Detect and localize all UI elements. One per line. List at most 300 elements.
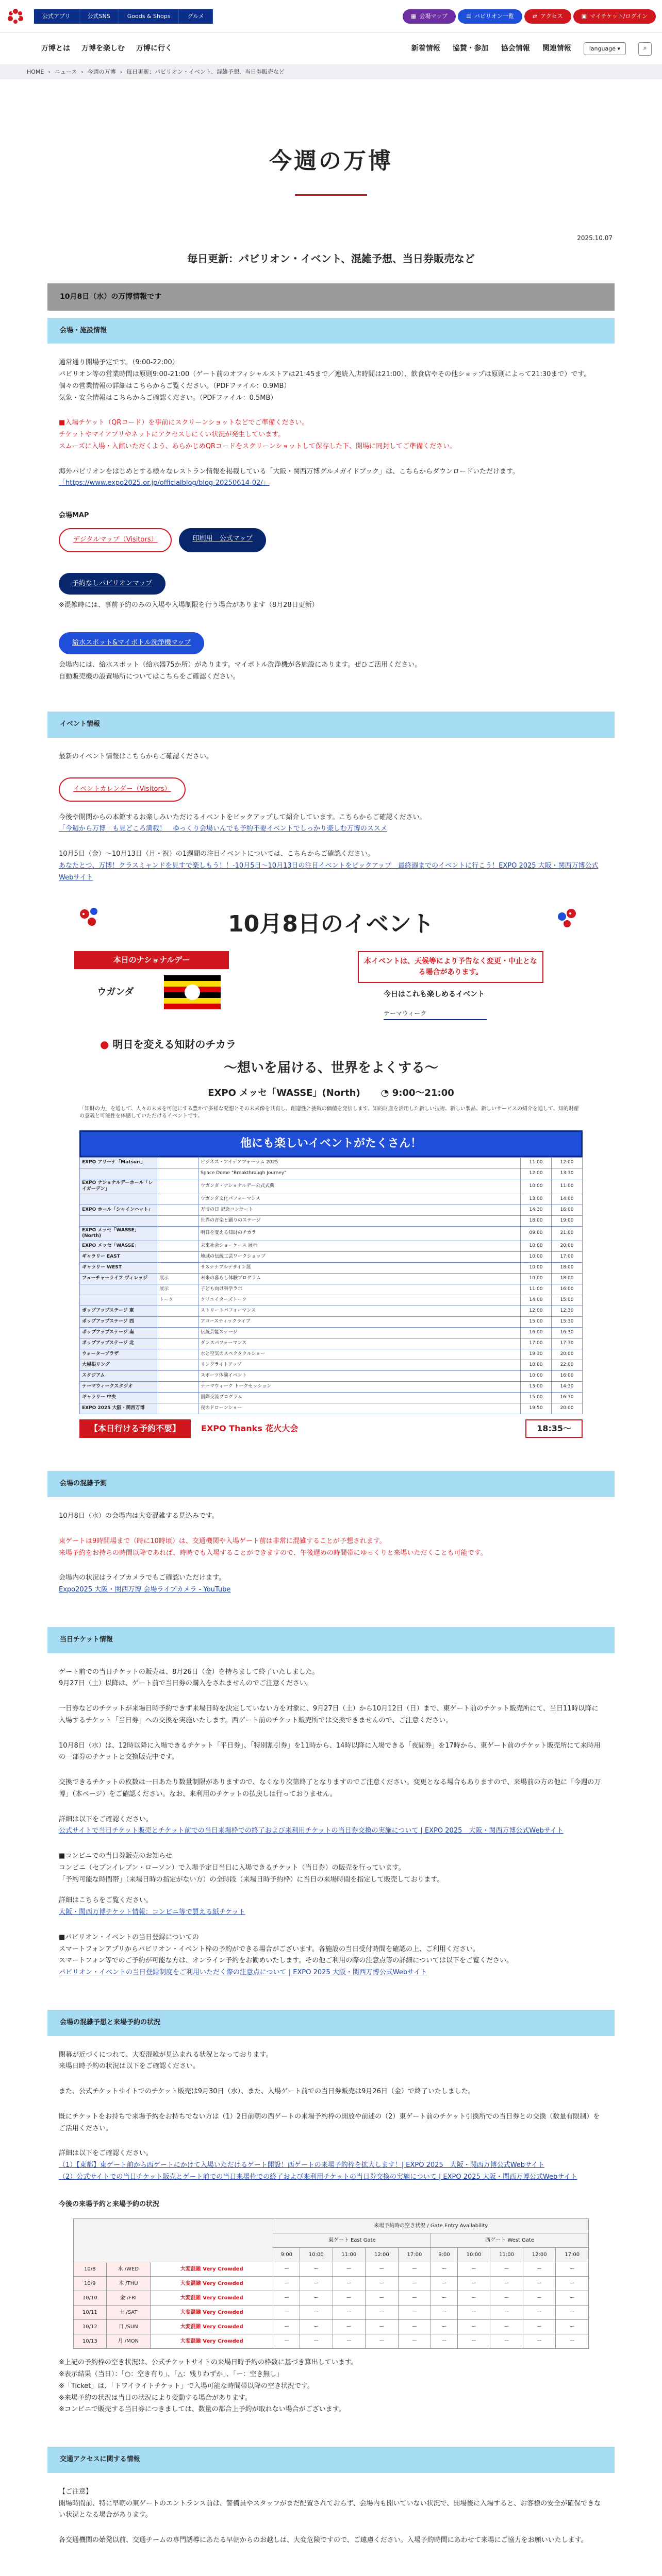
event-cell-place: ウォータープラザ [80, 1349, 157, 1360]
event-cell-place: 大屋根リング [80, 1360, 157, 1371]
event-cell-t1: 09:00 [521, 1226, 552, 1241]
bullet-icon: ● [100, 1038, 113, 1050]
event-cell-cat [157, 1338, 198, 1349]
availability-cell: ー [556, 2291, 589, 2306]
convenience-heading: ■コンビニでの当日券販売のお知らせ [59, 1852, 172, 1860]
caution-heading: 【ご注意】 [59, 2487, 93, 2496]
availability-cell: ー [398, 2262, 431, 2277]
event-cell-cat [157, 1205, 198, 1215]
event-calendar-wrap [59, 777, 603, 802]
event-cell-cat [157, 1226, 198, 1241]
event-cell-cat [157, 1393, 198, 1403]
event-cell-title: リングライトアップ [198, 1360, 521, 1371]
row-weekday: 土 /SAT [106, 2306, 151, 2320]
sub-navigation [0, 33, 662, 65]
event-cell-t1: 10:00 [521, 1371, 552, 1382]
row-weekday: 日 /SUN [106, 2320, 151, 2334]
breadcrumb-separator: › [81, 69, 84, 76]
event-cell-place [80, 1284, 157, 1295]
availability-row [74, 2277, 589, 2291]
crowd-forecast-bar: 会場の混雑予測 [47, 1471, 615, 1497]
subnav-news[interactable]: 新着情報 [411, 44, 440, 53]
pavilion-reg-link[interactable]: パビリオン・イベントの当日登録制度をご利用いただく際の注意点について | EXPO 2025 大阪・関西万博公式Webサイト [59, 1969, 427, 1976]
event-cell-t1: 13:00 [521, 1194, 552, 1205]
event-cell-t1: 11:00 [521, 1158, 552, 1168]
food-guide-text: 海外パビリオンをはじめとする様々なレストラン情報を掲載している「大阪・関西万博グルメガイドブック」は、こちらからダウンロードいただけます。 [59, 467, 519, 476]
entry-notes [47, 2357, 615, 2416]
event-cell-t2: 15:00 [552, 1295, 583, 1306]
poster-notice: 本イベントは、天候等により予告なく変更・中止となる場合があります。 [358, 951, 543, 983]
expo-logo-icon [5, 6, 26, 27]
event-cell-cat [157, 1241, 198, 1252]
map-icon: ▦ [411, 12, 417, 20]
event-cell-place: ポップアップステージ 西 [80, 1317, 157, 1328]
event-cell-title: ウガンダ・ナショナルデー公式式典 [198, 1179, 521, 1194]
availability-row [74, 2291, 589, 2306]
access-label: アクセス [540, 12, 563, 20]
event-cell-place: ギャラリー EAST [80, 1252, 157, 1263]
pavilion-reg-text-2: スマートフォン等でのご予約が可能な方は、オンライン予約をお勧めいたします。その他ご利用の際の注意点等の詳細については以下をご覧ください。 [59, 1957, 514, 1965]
convenience-text-2: 「予約可能な時間帯」（来場日時の指定がない方）の全時段（来場日時予約枠）に当日の来場時間を指定して販売しております。 [59, 1875, 444, 1884]
availability-cell: ー [273, 2277, 300, 2291]
venue-hours: 通常通り開場予定です。（9:00-22:00） [59, 359, 179, 367]
entry-note-5: ※コンビニで販売する当日券につきましては、数量の都合上予約が取れない場合がございます。 [59, 2405, 345, 2414]
subnav-left [41, 42, 172, 55]
event-row [80, 1215, 583, 1226]
crowd-warning-1: 東ゲートは9時開場まで（時に10時頃）は、交通機関や入場ゲート前は非常に混雑することが予想されます。 [59, 1537, 386, 1545]
availability-cell: ー [523, 2320, 556, 2334]
main-content [47, 141, 615, 2547]
event-cell-t1: 14:00 [521, 1295, 552, 1306]
availability-cell: ー [366, 2291, 399, 2306]
venue-section [47, 357, 615, 683]
access-info-bar: 交通アクセスに関する情報 [47, 2447, 615, 2473]
event-cell-title: 夜のドローンショー [198, 1403, 521, 1414]
poster-footer-time: 18:35〜 [525, 1419, 583, 1438]
availability-cell: ー [300, 2291, 333, 2306]
row-status: 大変混雑 Very Crowded [151, 2306, 273, 2320]
venue-safety-pdf[interactable]: 気象・安全情報はこちらからご確認ください。（PDFファイル：0.5MB） [59, 394, 277, 402]
event-cell-t2: 14:30 [552, 1382, 583, 1393]
post-date: 2025.10.07 [577, 234, 613, 242]
other-events-title: 他にも楽しいイベントがたくさん！ [79, 1130, 583, 1158]
event-cell-title: 伝統芸能ステージ [198, 1328, 521, 1338]
event-cell-t2: 12:00 [552, 1158, 583, 1168]
event-cell-cat [157, 1252, 198, 1263]
nav-official-sns[interactable]: 公式SNS [79, 9, 119, 24]
event-row [80, 1226, 583, 1241]
availability-cell: ー [398, 2291, 431, 2306]
print-map-button[interactable]: 印刷用 公式マップ [179, 528, 266, 552]
availability-cell: ー [457, 2306, 490, 2320]
availability-cell: ー [490, 2334, 523, 2349]
language-label: language [589, 45, 616, 52]
subnav-about-expo[interactable]: 万博とは [41, 44, 70, 53]
time-slot-header: 9:00 [273, 2248, 300, 2262]
entry-table-title: 今後の来場予約と来場予約の状況 [59, 2200, 160, 2208]
event-row [80, 1284, 583, 1295]
poster-footer-brand: EXPO Thanks 花火大会 [201, 1423, 299, 1433]
entry-text-1: 閉幕が近づくにつれて、大変混雑が見込まれる状況となっております。 [59, 2050, 273, 2059]
availability-cell: ー [556, 2320, 589, 2334]
event-cell-t1: 12:00 [521, 1168, 552, 1179]
event-row [80, 1179, 583, 1194]
event-cell-t1: 18:00 [521, 1360, 552, 1371]
event-row [80, 1393, 583, 1403]
row-weekday: 月 /MON [106, 2334, 151, 2349]
availability-cell: ー [366, 2334, 399, 2349]
availability-cell: ー [431, 2291, 458, 2306]
event-row [80, 1158, 583, 1168]
theme-subtitle: ～想いを届ける、世界をよくする～ [223, 1060, 438, 1076]
poster-title: 10月8日のイベント [228, 911, 434, 938]
event-cell-title: アコースティックライブ [198, 1317, 521, 1328]
expo-logo[interactable] [0, 0, 31, 33]
availability-cell: ー [523, 2306, 556, 2320]
event-cell-t2: 20:00 [552, 1241, 583, 1252]
time-slot-header: 17:00 [398, 2248, 431, 2262]
entry-note-2: ※表示結果（当日）：「○：空き有り」、「△：残りわずか」、「ー：空き無し」 [59, 2370, 284, 2378]
theme-week-label: テーマウィーク [384, 1008, 487, 1020]
event-cell-title: テーマウィーク トークセッション [198, 1382, 521, 1393]
event-cell-title: Space Dome "Breakthrough Journey" [198, 1168, 521, 1179]
row-date: 10/9 [74, 2277, 107, 2291]
event-latest-text: 最新のイベント情報はこちらからご確認ください。 [59, 753, 213, 760]
event-cell-t1: 14:30 [521, 1205, 552, 1215]
event-row [80, 1274, 583, 1284]
entry-note-3: ※「Ticket」は、「トワイライトチケット」で入場可能な時間帯以降の空き状況です。 [59, 2382, 314, 2390]
event-cell-t2: 18:00 [552, 1274, 583, 1284]
event-cell-t2: 20:00 [552, 1349, 583, 1360]
event-cell-t2: 21:00 [552, 1226, 583, 1241]
breadcrumb-news[interactable]: ニュース [54, 69, 77, 76]
availability-row [74, 2262, 589, 2277]
availability-cell: ー [457, 2277, 490, 2291]
event-cell-place: EXPO メッセ「WASSE」(North) [80, 1226, 157, 1241]
event-cell-t1: 15:00 [521, 1317, 552, 1328]
event-row [80, 1317, 583, 1328]
availability-cell: ー [556, 2277, 589, 2291]
list-icon: ☰ [466, 12, 471, 20]
row-status: 大変混雑 Very Crowded [151, 2277, 273, 2291]
availability-cell: ー [300, 2306, 333, 2320]
event-pickup-link[interactable]: 「今週から万博」も見どころ満載！ ゆっくり会場いんでも予約不要イベントでしっかり楽しむ万博のススメ [59, 825, 387, 833]
event-cell-place: EXPO ホール「シャインハット」 [80, 1205, 157, 1215]
event-cell-cat [157, 1179, 198, 1194]
search-icon[interactable]: ⌕ [638, 42, 652, 56]
live-camera-link[interactable]: Expo2025 大阪・関西万博 会場ライブカメラ - YouTube [59, 1586, 231, 1594]
event-info-bar: イベント情報 [47, 711, 615, 738]
availability-cell: ー [300, 2320, 333, 2334]
theme-description: 「知財の力」を通して、人々の未来を可能にする豊かで多様な発想とその未来像を共有し、創造性と挑戦の価値を発信します。知的財産を活用した新しい技術、新しい製品、新しいサービスの紹介を通して、知的財産の意義と可能性を体感していただけるイベントです。 [79, 1106, 579, 1119]
poster-footer [79, 1419, 583, 1438]
availability-cell: ー [457, 2262, 490, 2277]
ticket-text-6: 詳細は以下をご確認ください。 [59, 1815, 153, 1823]
availability-cell: ー [556, 2306, 589, 2320]
event-cell-cat [157, 1382, 198, 1393]
event-cell-place: EXPO 2025 大阪・関西万博 [80, 1403, 157, 1414]
pavilion-reg-text-1: スマートフォンアプリからパビリオン・イベント枠の予約ができる場合がございます。各施設の当日受付時間を確認の上、ご利用ください。 [59, 1945, 480, 1953]
availability-cell: ー [431, 2262, 458, 2277]
event-cell-t1: 18:00 [521, 1215, 552, 1226]
event-cell-t2: 15:30 [552, 1317, 583, 1328]
availability-cell: ー [366, 2306, 399, 2320]
food-guide-link[interactable]: 「https://www.expo2025.or.jp/officialblog/blog-20250614-02/」 [59, 479, 270, 487]
event-cell-t1: 10:00 [521, 1179, 552, 1194]
event-cell-place: スタジアム [80, 1371, 157, 1382]
pavilion-reg-heading: ■パビリオン・イベントの当日登録についての [59, 1933, 199, 1941]
availability-cell: ー [431, 2334, 458, 2349]
event-cell-place: EXPO メッセ「WASSE」 [80, 1241, 157, 1252]
venue-map-button[interactable] [403, 9, 456, 24]
event-cell-t2: 22:00 [552, 1360, 583, 1371]
event-cell-cat [157, 1263, 198, 1274]
entry-note-4: ※来場予約の状況は当日の状況により変動する場合があります。 [59, 2394, 252, 2402]
event-section [47, 751, 615, 884]
nav-goods-shops[interactable]: Goods & Shops [119, 9, 179, 24]
subnav-related[interactable]: 関連情報 [542, 44, 571, 53]
poster-top-row [59, 951, 603, 1020]
event-row [80, 1241, 583, 1252]
event-week-text: 10月5日（金）～10月13日（月・祝）の1週間の注目イベントについては、こちらからご確認ください。 [59, 850, 374, 858]
ticket-text-5: 交換できるチケットの枚数は一日あたり数量制限がありますので、なくなり次第終了となりますのでご注意ください。変更となる場合もありますので、来場前の方の他に「今週の万博」（本ページ）をご確認ください。なお、来利用のチケットの払戻しは行っておりません。 [59, 1778, 601, 1798]
qr-notice-1: ■入場チケット（QRコード）を事前にスクリーンショットなどでご準備ください。 [59, 419, 309, 427]
availability-cell: ー [523, 2334, 556, 2349]
availability-cell: ー [273, 2291, 300, 2306]
event-cell-title: ダンスパフォーマンス [198, 1338, 521, 1349]
my-ticket-label: マイチケット/ログイン [590, 12, 648, 20]
availability-cell: ー [273, 2262, 300, 2277]
event-cell-t2: 20:00 [552, 1403, 583, 1414]
national-day-label: 本日のナショナルデー [74, 951, 229, 969]
language-selector[interactable]: language ▾ [584, 42, 626, 55]
availability-row [74, 2334, 589, 2349]
availability-row [74, 2320, 589, 2334]
entry-note-1: ※上記の予約枠の空き状況は、公式チケットサイトの来場日時予約の枠数に基づき算出しています。 [59, 2359, 358, 2367]
event-row [80, 1295, 583, 1306]
event-cell-place: ギャラリー WEST [80, 1263, 157, 1274]
breadcrumb-home[interactable]: HOME [27, 69, 44, 76]
subnav-enjoy-expo[interactable]: 万博を楽しむ [81, 44, 125, 53]
top-header [0, 0, 662, 33]
nav-left [34, 9, 213, 24]
country-name: ウガンダ [97, 986, 134, 997]
crowd-text: 10月8日（水）の会場内は大変混雑する見込みです。 [59, 1512, 219, 1520]
availability-cell: ー [431, 2306, 458, 2320]
event-cell-t1: 10:00 [521, 1274, 552, 1284]
event-cell-place: ギャラリー 中央 [80, 1393, 157, 1403]
reserve-map-note: ※混雑時には、事前予約のみの入場や入場制限を行う場合があります（8月28日更新） [59, 601, 319, 609]
uganda-flag-icon [164, 975, 221, 1009]
availability-row [74, 2306, 589, 2320]
event-cell-t2: 19:00 [552, 1215, 583, 1226]
ticket-text-1: ゲート前での当日チケットの販売は、8月26日（金）を持ちまして終了いたしました。 [59, 1668, 319, 1676]
event-pickup-text: 今後や開閉からの本館するお楽しみいただけるイベントをピックアップして紹介しています。こちらからご確認ください。 [59, 813, 426, 821]
entry-section [47, 2049, 615, 2211]
page-title: 今週の万博 [269, 148, 393, 174]
pavilion-list-button[interactable] [458, 9, 522, 24]
west-gate-header: 西ゲート West Gate [431, 2233, 589, 2248]
event-row [80, 1306, 583, 1317]
availability-cell: ー [333, 2334, 366, 2349]
expo-logo-icon [552, 906, 583, 932]
availability-cell: ー [457, 2320, 490, 2334]
row-status: 大変混雑 Very Crowded [151, 2262, 273, 2277]
event-cell-title: 明日を変える知財のチカラ [198, 1226, 521, 1241]
digital-map-button[interactable]: デジタルマップ（Visitors） [59, 528, 172, 552]
water-spot-map-button[interactable]: 給水スポット&マイボトル洗浄機マップ [59, 632, 204, 654]
breadcrumb-separator: › [120, 69, 123, 76]
crowd-warning-2: 来場予約をお持ちの時間以降であれば、時時でも入場することができますので、午後遅めの時間帯にゆっくりと来場いただくことも可能です。 [59, 1549, 487, 1557]
water-map-wrap [59, 632, 603, 654]
qr-notice-2: チケットやマイアプリやネットにアクセスしにくい状況が発生しています。 [59, 431, 285, 438]
event-row [80, 1194, 583, 1205]
event-cell-t2: 18:00 [552, 1263, 583, 1274]
availability-cell: ー [273, 2306, 300, 2320]
event-cell-cat [157, 1306, 198, 1317]
availability-cell: ー [490, 2262, 523, 2277]
event-cell-t1: 10:00 [521, 1263, 552, 1274]
time-slot-header: 11:00 [490, 2248, 523, 2262]
train-icon: ⇄ [532, 12, 537, 20]
event-cell-t2: 14:00 [552, 1194, 583, 1205]
venue-map-label-text: 会場MAP [59, 512, 89, 519]
event-cell-cat: トーク [157, 1295, 198, 1306]
today-label: 今日はこれも楽しめるイベント [384, 990, 485, 999]
event-cell-place: EXPO ナショナルデーホール「レイガーデン」 [80, 1179, 157, 1194]
breadcrumb-current: 毎日更新：パビリオン・イベント、混雑予想、当日券販売など [126, 69, 285, 76]
event-cell-cat [157, 1317, 198, 1328]
event-cell-t2: 16:30 [552, 1393, 583, 1403]
national-day-row [79, 975, 306, 1009]
event-cell-cat [157, 1360, 198, 1371]
entry-status-bar: 会場の混雑予想と来場予約の状況 [47, 2010, 615, 2036]
pavilion-list-label: パビリオン一覧 [474, 12, 514, 20]
entry-text-4: 既にチケットをお持ちで来場予約をお持ちでない方は（1）2日前朝の西ゲートの来場予約枠の開放や前述の（2）東ゲート前のチケット引換所での当日券との交換（数量有限制）をご活用ください。 [59, 2112, 600, 2132]
entry-text-3: また、公式チケットサイトでのチケット販売は9月30日（水）、また、入場ゲート前での当日券販売は9月26日（金）で終了いたしました。 [59, 2088, 475, 2095]
subnav-sponsor[interactable]: 協賛・参加 [452, 44, 489, 53]
event-cell-title: 子ども向け科学ラボ [198, 1284, 521, 1295]
event-cell-place: EXPO アリーナ「Matsuri」 [80, 1158, 157, 1168]
row-weekday: 水 /WED [106, 2262, 151, 2277]
ticket-icon: ▣ [581, 12, 587, 20]
breadcrumb-separator: › [48, 69, 51, 76]
availability-cell: ー [366, 2277, 399, 2291]
event-cell-title: サステナブルデザイン展 [198, 1263, 521, 1274]
nav-official-app[interactable]: 公式アプリ [34, 9, 79, 24]
event-cell-t1: 10:00 [521, 1241, 552, 1252]
subnav-right [411, 42, 652, 56]
event-cell-cat: 展示 [157, 1284, 198, 1295]
availability-cell: ー [273, 2320, 300, 2334]
event-row [80, 1403, 583, 1414]
event-cell-place: テーマウィークスタジオ [80, 1382, 157, 1393]
no-reservation-map-button[interactable]: 予約なしパビリオンマップ [59, 573, 166, 595]
entry-link-1[interactable]: （1）【東都】東ゲート前から西ゲートにかけて入場いただけるゲート開設！西ゲートの来場予約枠を拡大します！| EXPO 2025 大阪・関西万博公式Webサイト [59, 2161, 545, 2169]
availability-cell: ー [490, 2320, 523, 2334]
subnav-visit-expo[interactable]: 万博に行く [136, 44, 172, 53]
caution-text-1: 開場時間前、特に早朝の東ゲートのエントランス前は、警備員やスタッフがまだ配置されておらず、会場内も開いていない状況で、開場後に入場すると、お客様の安全が確保できない状況となる場合があります。 [59, 2499, 601, 2519]
event-cell-title: ストリートパフォーマンス [198, 1306, 521, 1317]
theme-venue-name: EXPO メッセ「WASSE」(North) [208, 1088, 360, 1099]
event-cell-title: ビジネス・アイデアフォーラム 2025 [198, 1158, 521, 1168]
event-cell-t1: 10:00 [521, 1252, 552, 1263]
availability-cell: ー [300, 2277, 333, 2291]
event-cell-title: 地域の伝統工芸ワークショップ [198, 1252, 521, 1263]
my-ticket-login-button[interactable] [573, 9, 656, 24]
access-button[interactable] [524, 9, 571, 24]
water-spot-text: 会場内には、給水スポット（給水器75か所）があります。マイボトル洗浄機が各施設にあります。ぜひご活用ください。 [59, 660, 422, 669]
event-week-link[interactable]: あなたとつ、万博！クラスミャンドを見すで楽しもう！！-10月5日～10月13日の注目イベントをピックアップ 最終週までのイベントに行こう！EXPO 2025 大阪・関西万博公式Webサイト [59, 861, 599, 882]
time-slot-header: 17:00 [556, 2248, 589, 2262]
event-cell-t2: 16:30 [552, 1328, 583, 1338]
east-gate-header: 東ゲート East Gate [273, 2233, 431, 2248]
event-cell-title: ウガンダ文化パフォーマンス [198, 1194, 521, 1205]
availability-cell: ー [333, 2320, 366, 2334]
entry-link-2[interactable]: （2）公式サイトでの当日チケット販売とゲート前での当日来場枠での終了および来利用チケットの当日券交換の実施について | EXPO 2025 大阪・関西万博公式Webサイト [59, 2173, 577, 2181]
event-cell-title: スポーツ体験イベント [198, 1371, 521, 1382]
table-header: 来場予約時の空き状況 / Gate Entry Availability [273, 2219, 589, 2233]
ticket-text-4: 10月8日（水）は、12時以降に入場できるチケット「平日券」、「特別割引券」を11時から、14時以降に入場できる「夜間券」を17時から、東ゲート前のチケット販売所にて来時用の一部券のチケットと交換販売中です。 [59, 1741, 601, 1761]
time-slot-header: 10:00 [457, 2248, 490, 2262]
availability-cell: ー [457, 2334, 490, 2349]
row-date: 10/10 [74, 2291, 107, 2306]
event-cell-title: 国際交流プログラム [198, 1393, 521, 1403]
event-cell-t2: 17:30 [552, 1338, 583, 1349]
event-cell-place [80, 1295, 157, 1306]
entry-availability-table [73, 2218, 589, 2349]
availability-cell: ー [333, 2277, 366, 2291]
day-info-bar: 10月8日（水）の万博情報です [47, 283, 615, 311]
event-cell-title: 万博の日 記念コンサート [198, 1205, 521, 1215]
event-cell-t2: 16:00 [552, 1284, 583, 1295]
availability-cell: ー [490, 2291, 523, 2306]
theme-venue-time [381, 1085, 454, 1101]
event-cell-place: ポップアップステージ 北 [80, 1338, 157, 1349]
event-row [80, 1360, 583, 1371]
event-cell-place [80, 1194, 157, 1205]
event-cell-title: 世界の音楽と踊りのステージ [198, 1215, 521, 1226]
ticket-section [47, 1667, 615, 1979]
nav-gourmet[interactable]: グルメ [179, 9, 212, 24]
event-calendar-button[interactable]: イベントカレンダー（Visitors） [59, 777, 186, 802]
row-date: 10/12 [74, 2320, 107, 2334]
event-cell-place: ポップアップステージ 南 [80, 1328, 157, 1338]
event-cell-t1: 19:30 [521, 1349, 552, 1360]
row-date: 10/13 [74, 2334, 107, 2349]
availability-cell: ー [398, 2334, 431, 2349]
availability-cell: ー [398, 2306, 431, 2320]
availability-cell: ー [300, 2334, 333, 2349]
event-row [80, 1328, 583, 1338]
convenience-link[interactable]: 大阪・関西万博チケット情報：コンビニ等で買える紙チケット [59, 1908, 245, 1916]
venue-detail-pdf[interactable]: 個々の営業情報の詳細はこちらからご覧ください。（PDFファイル：0.9MB） [59, 382, 291, 390]
ticket-exchange-link[interactable]: 公式サイトで当日チケット販売とチケット前での当日来場枠での終了および来利用チケットの当日券交換の実施について | EXPO 2025 大阪・関西万博公式Webサイト [59, 1827, 564, 1835]
event-cell-cat [157, 1403, 198, 1414]
event-cell-t1: 19:50 [521, 1403, 552, 1414]
availability-cell: ー [300, 2262, 333, 2277]
subnav-association[interactable]: 協会情報 [501, 44, 530, 53]
nav-pills [403, 9, 656, 24]
breadcrumb-weekly[interactable]: 今週の万博 [87, 69, 116, 76]
ticket-text-2: 9月27日（土）以降は、ゲート前で当日券の購入をされませんのでご注意ください。 [59, 1680, 313, 1688]
event-cell-place: ポップアップステージ 東 [80, 1306, 157, 1317]
vending-text: 自動販売機の設置場所についてはこちらをご確認ください。 [59, 672, 240, 681]
event-poster [59, 894, 603, 1435]
event-cell-cat [157, 1168, 198, 1179]
event-cell-cat [157, 1371, 198, 1382]
time-slot-header: 12:00 [366, 2248, 399, 2262]
